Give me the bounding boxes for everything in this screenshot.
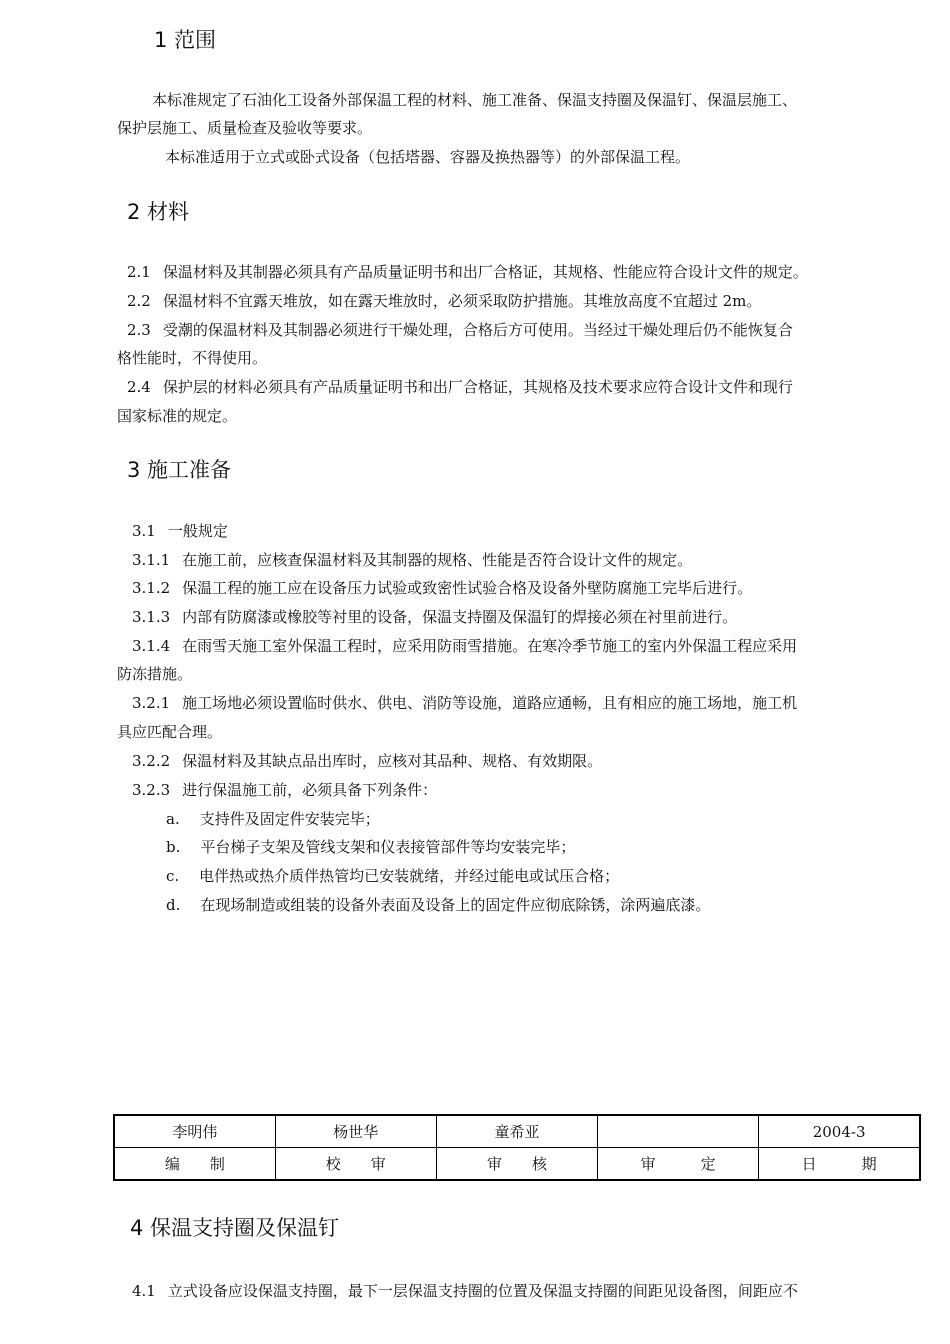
clause-3-2-2 bbox=[132, 747, 602, 775]
section-4-heading: 4 保温支持圈及保温钉 bbox=[130, 1216, 340, 1240]
clause-3-2-1 bbox=[132, 689, 797, 717]
role-check: 审 核 bbox=[436, 1148, 597, 1181]
role-date: 日 期 bbox=[759, 1148, 920, 1181]
clause-text: 保温材料及其缺点品出库时，应核对其品种、规格、有效期限。 bbox=[182, 752, 603, 770]
clause-text: 立式设备应设保温支持圈，最下一层保温支持圈的位置及保温支持圈的间距见设备图，间距应不 bbox=[167, 1282, 798, 1300]
clause-2-4 bbox=[127, 373, 793, 401]
list-item-text: 电伴热或热介质伴热管均已安装就绪，并经过能电或试压合格； bbox=[199, 867, 620, 885]
reviewer-name: 杨世华 bbox=[275, 1115, 436, 1148]
role-approve: 审 定 bbox=[598, 1148, 759, 1181]
section-1-heading: 1 范围 bbox=[154, 28, 217, 52]
clause-2-2 bbox=[127, 287, 761, 315]
clause-3-1-3 bbox=[132, 603, 737, 631]
clause-text: 保温材料及其制器必须具有产品质量证明书和出厂合格证，其规格、性能应符合设计文件的规定。 bbox=[162, 263, 808, 281]
signoff-roles-row bbox=[114, 1148, 920, 1181]
clause-3-1 bbox=[132, 517, 228, 545]
section-1-paragraph-1-line-2: 保护层施工、质量检查及验收等要求。 bbox=[117, 119, 373, 137]
clause-text: 施工场地必须设置临时供水、供电、消防等设施，道路应通畅，且有相应的施工场地，施工机 bbox=[182, 694, 798, 712]
condition-item-d bbox=[166, 891, 710, 919]
list-marker: a. bbox=[166, 810, 180, 828]
clause-3-1-2 bbox=[132, 574, 752, 602]
clause-number: 2.1 bbox=[127, 263, 151, 281]
section-1-paragraph-1-line-1: 本标准规定了石油化工设备外部保温工程的材料、施工准备、保温支持圈及保温钉、保温层施工、 bbox=[152, 91, 798, 109]
clause-3-1-1 bbox=[132, 546, 692, 574]
clause-number: 3.1.1 bbox=[132, 551, 171, 569]
clause-text: 一般规定 bbox=[167, 522, 228, 540]
condition-item-a bbox=[166, 805, 380, 833]
signoff-table bbox=[113, 1114, 921, 1181]
clause-text: 内部有防腐漆或橡胶等衬里的设备，保温支持圈及保温钉的焊接必须在衬里前进行。 bbox=[182, 608, 738, 626]
condition-item-b bbox=[166, 833, 575, 861]
clause-3-2-1-continuation: 具应匹配合理。 bbox=[117, 723, 223, 741]
clause-text: 保护层的材料必须具有产品质量证明书和出厂合格证，其规格及技术要求应符合设计文件和现行 bbox=[162, 378, 793, 396]
clause-3-1-4 bbox=[132, 632, 797, 660]
clause-number: 2.4 bbox=[127, 378, 151, 396]
clause-2-3 bbox=[127, 316, 793, 344]
clause-2-1 bbox=[127, 258, 808, 286]
clause-text: 进行保温施工前，必须具备下列条件： bbox=[182, 781, 438, 799]
section-3-heading: 3 施工准备 bbox=[127, 458, 232, 482]
clause-number: 3.2.3 bbox=[132, 781, 171, 799]
list-marker: d. bbox=[166, 896, 181, 914]
section-1-paragraph-2: 本标准适用于立式或卧式设备（包括塔器、容器及换热器等）的外部保温工程。 bbox=[165, 148, 691, 166]
signoff-names-row bbox=[114, 1115, 920, 1148]
clause-number: 2.2 bbox=[127, 292, 151, 310]
clause-text: 在雨雪天施工室外保温工程时，应采用防雨雪措施。在寒冷季节施工的室内外保温工程应采用 bbox=[182, 637, 798, 655]
clause-text: 受潮的保温材料及其制器必须进行干燥处理，合格后方可使用。当经过干燥处理后仍不能恢复合 bbox=[162, 321, 793, 339]
list-marker: c. bbox=[166, 867, 180, 885]
clause-text: 在施工前，应核查保温材料及其制器的规格、性能是否符合设计文件的规定。 bbox=[182, 551, 693, 569]
clause-number: 3.2.2 bbox=[132, 752, 171, 770]
clause-2-4-continuation: 国家标准的规定。 bbox=[117, 407, 238, 425]
signoff-date: 2004-3 bbox=[759, 1115, 920, 1148]
approver-name bbox=[598, 1115, 759, 1148]
condition-item-c bbox=[166, 862, 619, 890]
list-item-text: 支持件及固定件安装完毕； bbox=[199, 810, 380, 828]
clause-number: 3.1.4 bbox=[132, 637, 171, 655]
clause-number: 3.1 bbox=[132, 522, 156, 540]
clause-2-3-continuation: 格性能时，不得使用。 bbox=[117, 349, 268, 367]
list-marker: b. bbox=[166, 838, 181, 856]
checker-name: 童希亚 bbox=[436, 1115, 597, 1148]
clause-3-2-3 bbox=[132, 776, 437, 804]
clause-number: 4.1 bbox=[132, 1282, 156, 1300]
compiler-name: 李明伟 bbox=[114, 1115, 275, 1148]
clause-number: 3.1.3 bbox=[132, 608, 171, 626]
clause-text: 保温材料不宜露天堆放，如在露天堆放时，必须采取防护措施。其堆放高度不宜超过 2m。 bbox=[162, 292, 762, 310]
list-item-text: 在现场制造或组装的设备外表面及设备上的固定件应彻底除锈，涂两遍底漆。 bbox=[200, 896, 711, 914]
clause-text: 保温工程的施工应在设备压力试验或致密性试验合格及设备外壁防腐施工完毕后进行。 bbox=[182, 579, 753, 597]
clause-4-1 bbox=[132, 1277, 798, 1305]
clause-3-1-4-continuation: 防冻措施。 bbox=[117, 665, 193, 683]
clause-number: 3.1.2 bbox=[132, 579, 171, 597]
list-item-text: 平台梯子支架及管线支架和仪表接管部件等均安装完毕； bbox=[200, 838, 576, 856]
clause-number: 3.2.1 bbox=[132, 694, 171, 712]
role-review: 校 审 bbox=[275, 1148, 436, 1181]
section-2-heading: 2 材料 bbox=[127, 200, 190, 224]
role-compile: 编 制 bbox=[114, 1148, 275, 1181]
clause-number: 2.3 bbox=[127, 321, 151, 339]
